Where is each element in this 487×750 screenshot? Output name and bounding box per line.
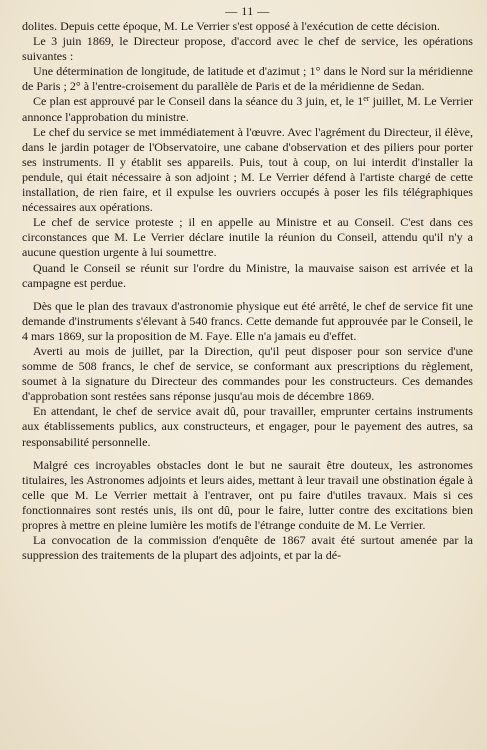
paragraph: Le 3 juin 1869, le Directeur propose, d'accord avec le chef de service, les opérations suivantes : <box>22 34 473 64</box>
paragraph: Le chef de service proteste ; il en appelle au Ministre et au Conseil. C'est dans ces circonstances que M. Le Verrier déclare inutile la réunion du Conseil, attendu qu'il n'y a aucune question urgente à lui soumettre. <box>22 215 473 260</box>
paragraph: Malgré ces incroyables obstacles dont le but ne saurait être douteux, les astronomes titulaires, les Astronomes adjoints et leurs aides, mettant à leur travail une obstination égale à celle que M. Le Verrier mettait à l'entraver, ont pu faire d'utiles travaux. Mais si ces fonctionnaires sont restés unis, ils ont dû, pour le faire, lutter contre des excitations bien propres à mettre en pleine lumière les motifs de l'étrange conduite de M. Le Verrier. <box>22 457 473 532</box>
paragraph: En attendant, le chef de service avait dû, pour travailler, emprunter certains instruments aux établissements publics, aux constructeurs, et engager, pour le payement des autres, sa responsabilité personnelle. <box>22 404 473 449</box>
paragraph: Dès que le plan des travaux d'astronomie physique eut été arrêté, le chef de service fit une demande d'instruments s'élevant à 540 francs. Cette demande fut approuvée par le Conseil, le 4 mars 1869, sur la proposition de M. Faye. Elle n'a jamais eu d'effet. <box>22 298 473 343</box>
paragraph: Une détermination de longitude, de latitude et d'azimut ; 1° dans le Nord sur la méridienne de Paris ; 2° à l'entre-croisement du parallèle de Paris et de la méridienne de Sedan. <box>22 64 473 94</box>
paragraph: Quand le Conseil se réunit sur l'ordre du Ministre, la mauvaise saison est arrivée et la campagne est perdue. <box>22 260 473 290</box>
page-number: — 11 — <box>225 4 270 18</box>
paragraph: dolites. Depuis cette époque, M. Le Verrier s'est opposé à l'exécution de cette décision. <box>22 19 440 33</box>
paragraph: La convocation de la commission d'enquête de 1867 avait été surtout amenée par la suppression des traitements de la plupart des adjoints, et par la dé- <box>22 533 473 563</box>
paragraph: Averti au mois de juillet, par la Direction, qu'il peut disposer pour son service d'une somme de 508 francs, le chef de service, se conformant aux prescriptions du règlement, soumet à la signature du Directeur des commandes pour les constructeurs. Ces demandes d'approbation sont restées sans réponse jusqu'au mois de décembre 1869. <box>22 343 473 404</box>
paragraph: Le chef du service se met immédiatement à l'œuvre. Avec l'agrément du Directeur, il élève, dans le jardin potager de l'Observatoire, une cabane d'observation et des piliers pour porter ses instruments. Il y établit ses appareils. Puis, tout à coup, on lui interdit d'installer la pendule, qui était nécessaire à son adjoint ; M. Le Verrier défend à l'artiste chargé de cette installation, de rien faire, et il expulse les ouvriers occupés à poser les fils télégraphiques nécessaires aux opérations. <box>22 124 473 215</box>
body-text <box>22 19 473 563</box>
paragraph: Ce plan est approuvé par le Conseil dans la séance du 3 juin, et, le 1er juillet, M. Le Verrier annonce l'approbation du ministre. <box>22 94 473 124</box>
